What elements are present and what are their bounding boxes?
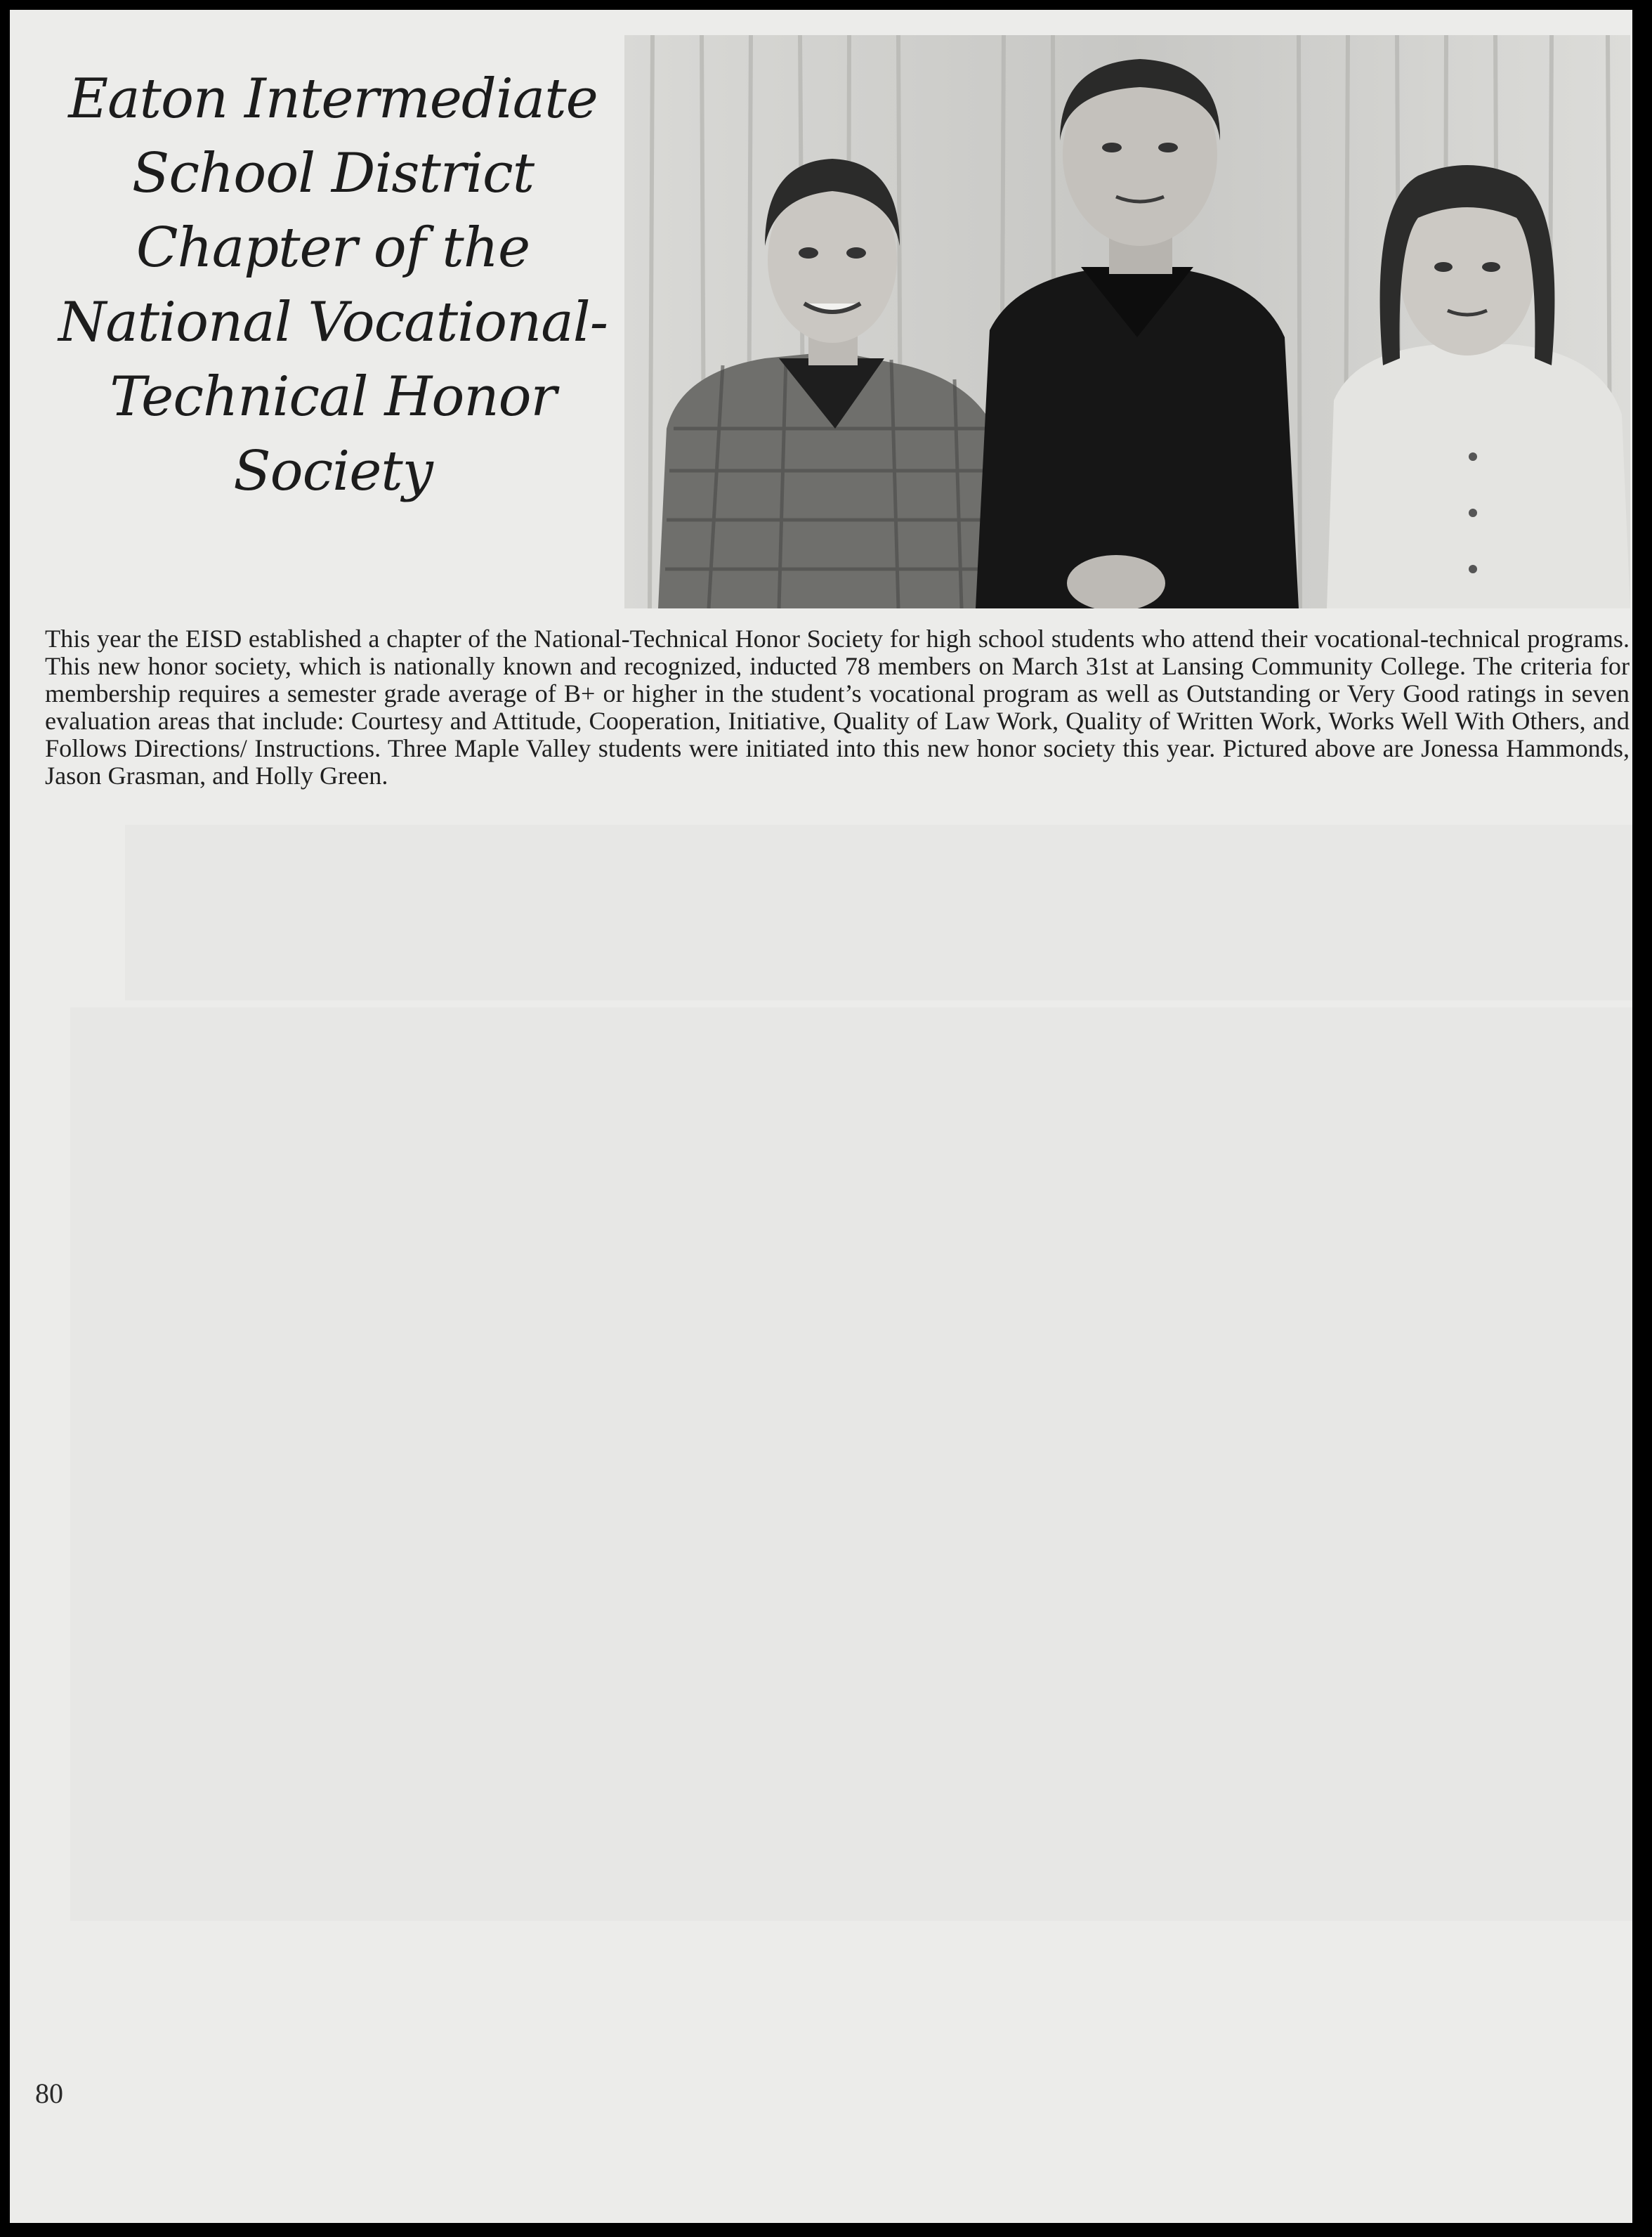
article-body: This year the EISD established a chapter of the National-Technical Honor Society for high school students who attend their vocational-technical programs. This new honor society, which is nationally known and recognized, inducted 78 members on March 31st at Lansing Community College. The criteria for membership requires a semester grade average of B+ or higher in the student’s vocational program as well as Outstanding or Very Good ratings in seven evaluation areas that include: Courtesy and Attitude, Cooperation, Initiative, Quality of Law Work, Quality of Written Work, Works Well With Others, and Follows Directions/ Instructions. Three Maple Valley students were initiated into this new honor society this year. Pictured above are Jonessa Hammonds, Jason Grasman, and Holly Green.	[45, 625, 1630, 790]
group-photo	[624, 35, 1630, 608]
show-through-shadow-bottom	[70, 1007, 1632, 1921]
title-line-6: Society	[233, 440, 433, 504]
person-right-sweater	[1327, 344, 1630, 608]
group-photo-icon	[624, 35, 1630, 608]
title-line-1: Eaton Intermediate	[68, 67, 598, 131]
title-line-4: National Vocational-	[58, 291, 608, 355]
title-line-2: School District	[131, 142, 535, 206]
show-through-shadow-top	[125, 825, 1632, 1000]
page-title	[24, 62, 642, 509]
title-line-5: Technical Honor	[110, 365, 556, 429]
title-line-3: Chapter of the	[136, 216, 530, 280]
page-number: 80	[35, 2078, 63, 2109]
yearbook-page	[10, 10, 1632, 2223]
